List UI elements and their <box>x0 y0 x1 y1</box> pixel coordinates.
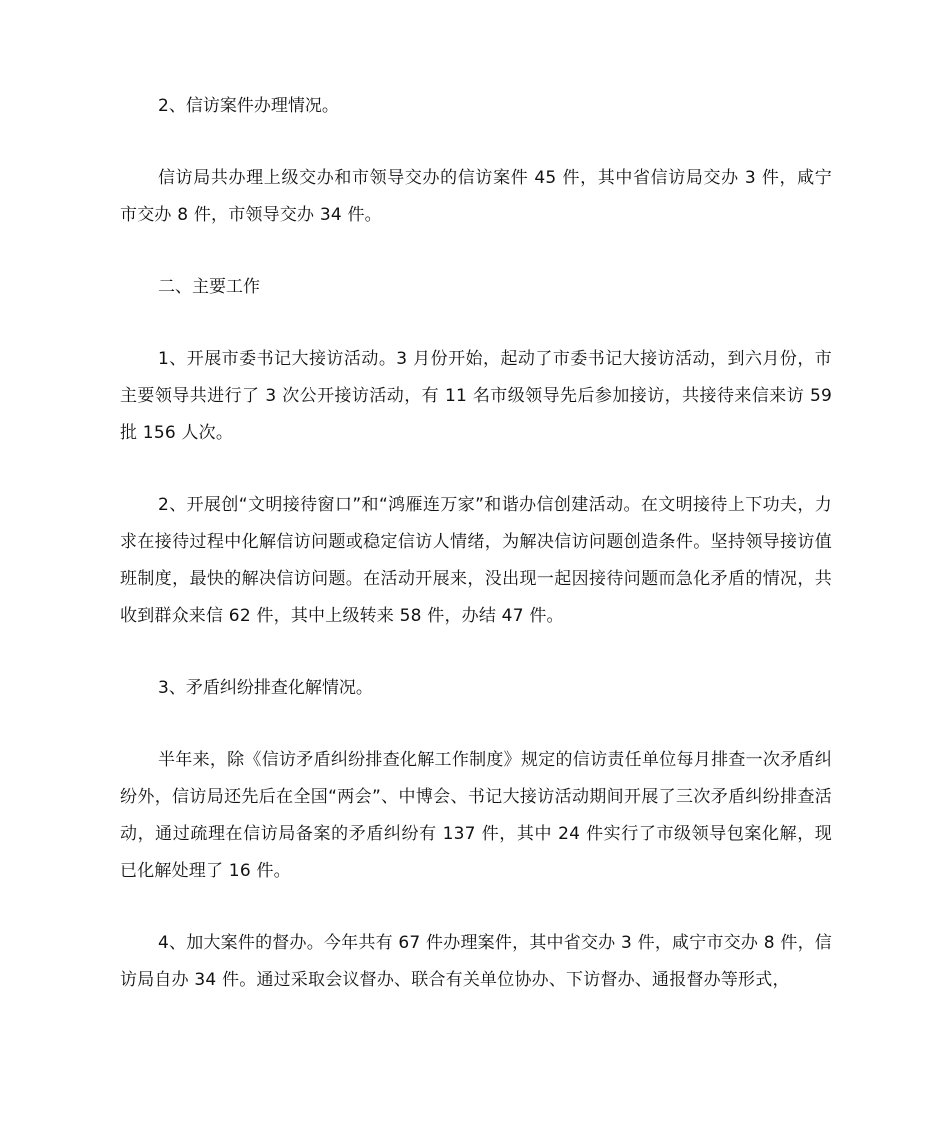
paragraph-civil-reception: 2、开展创“文明接待窗口”和“鸿雁连万家”和谐办信创建活动。在文明接待上下功夫，力求在接待过程中化解信访问题或稳定信访人情绪，为解决信访问题创造条件。坚持领导接访值班制度，最快的解决信访问题。在活动开展来，没出现一起因接待问题而急化矛盾的情况，共收到群众来信 62 件，其中上级转来 58 件，办结 47 件。 <box>120 495 832 626</box>
paragraph-gap <box>120 890 832 925</box>
paragraph-case-summary: 信访局共办理上级交办和市领导交办的信访案件 45 件，其中省信访局交办 3 件，咸宁市交办 8 件，市领导交办 34 件。 <box>120 168 832 225</box>
paragraph-secretary-visits: 1、开展市委书记大接访活动。3 月份开始，起动了市委书记大接访活动，到六月份，市主要领导共进行了 3 次公开接访活动，有 11 名市级领导先后参加接访，共接待来信来访 59 批 156 人次。 <box>120 349 832 443</box>
paragraph-gap <box>120 707 832 742</box>
document-body <box>120 88 832 999</box>
paragraph-gap <box>120 635 832 670</box>
paragraph-gap <box>120 452 832 487</box>
paragraph-dispute-screening: 半年来，除《信访矛盾纠纷排查化解工作制度》规定的信访责任单位每月排查一次矛盾纠纷外，信访局还先后在全国“两会”、中博会、书记大接访活动期间开展了三次矛盾纠纷排查活动，通过疏理在信访局备案的矛盾纠纷有 137 件，其中 24 件实行了市级领导包案化解，现已化解处理了 16 件。 <box>120 750 832 881</box>
paragraph-gap <box>120 306 832 341</box>
paragraph-case-supervision: 4、加大案件的督办。今年共有 67 件办理案件，其中省交办 3 件，咸宁市交办 8 件，信访局自办 34 件。通过采取会议督办、联合有关单位协办、下访督办、通报督办等形式， <box>120 933 832 990</box>
section-heading-main-work: 二、主要工作 <box>158 277 260 297</box>
paragraph-gap <box>120 125 832 160</box>
section-heading-dispute-resolution: 3、矛盾纠纷排查化解情况。 <box>158 678 373 698</box>
paragraph-gap <box>120 234 832 269</box>
section-heading-case-handling: 2、信访案件办理情况。 <box>158 96 339 116</box>
